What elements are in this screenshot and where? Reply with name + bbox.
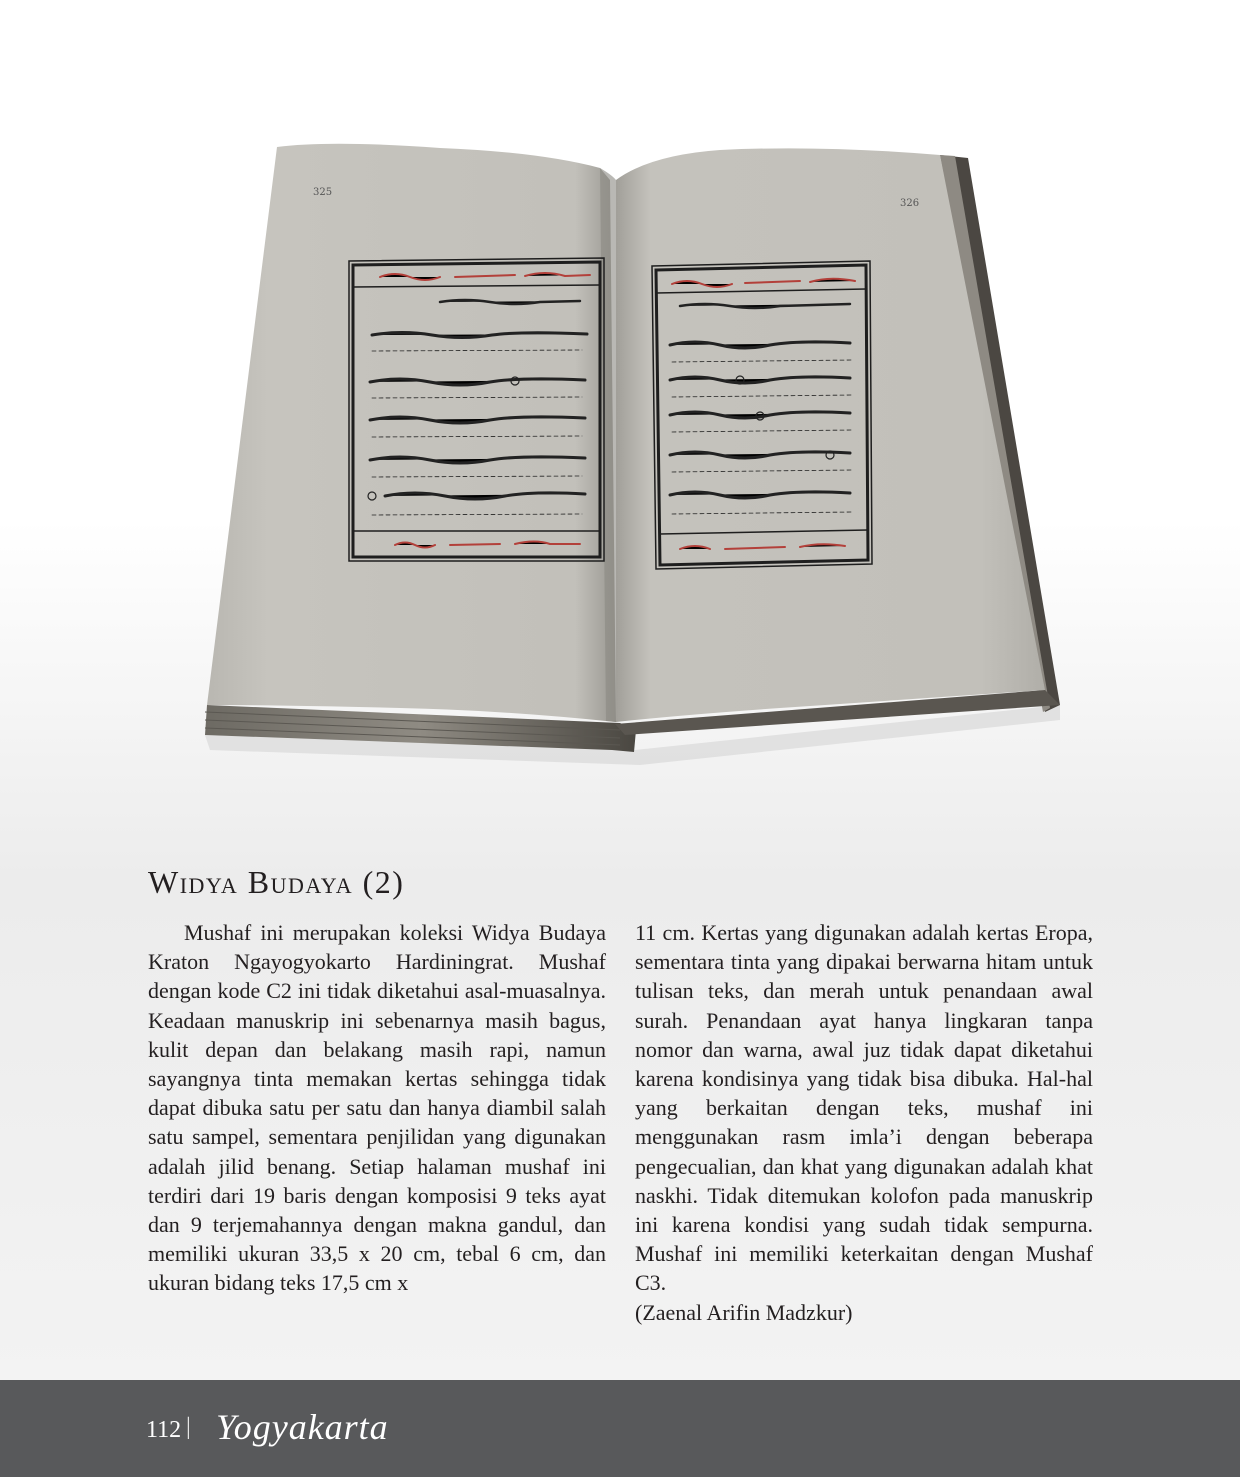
- text-column-right: [635, 918, 1093, 1327]
- right-page-number: 326: [900, 198, 920, 209]
- running-title: Yogyakarta: [216, 1407, 389, 1447]
- footer-separator: |: [186, 1414, 191, 1440]
- left-page-number: 325: [313, 187, 333, 198]
- text-column-left: [148, 918, 606, 1298]
- body-paragraph-left: Mushaf ini merupakan koleksi Widya Budaya Kraton Ngayogyokarto Hardiningrat. Mushaf dengan kode C2 ini tidak diketahui asal-muasalnya. Keadaan manuskrip ini sebenarnya masih bagus, kulit depan dan belakang masih rapi, namun sayangnya tinta memakan kertas sehingga tidak dapat dibuka satu per satu dan hanya diambil salah satu sampel, sementara penjilidan yang digunakan adalah jilid benang. Setiap halaman mushaf ini terdiri dari 19 baris dengan komposisi 9 teks ayat dan 9 terjemahannya dengan makna gandul, dan memiliki ukuran 33,5 x 20 cm, tebal 6 cm, dan ukuran bidang teks 17,5 cm x: [148, 920, 606, 1296]
- page-title: Widya Budaya (2): [148, 864, 405, 900]
- author-credit: (Zaenal Arifin Madzkur): [635, 1299, 853, 1325]
- body-paragraph-right: 11 cm. Kertas yang digunakan adalah kertas Eropa, sementara tinta yang dipakai berwarna hitam untuk tulisan teks, dan merah untuk penandaan awal surah. Penandaan ayat hanya lingkaran tanpa nomor dan warna, awal juz tidak dapat diketahui karena kondisinya yang tidak bisa dibuka. Hal-hal yang berkaitan dengan teks, mushaf ini menggunakan rasm imla’i dengan beberapa pengecualian, dan khat yang digunakan adalah khat naskhi. Tidak ditemukan kolofon pada manuskrip ini karena kondisi yang sudah tidak sempurna. Mushaf ini memiliki keterkaitan dengan Mushaf C3.: [635, 920, 1093, 1296]
- left-page: [207, 144, 616, 722]
- page-number: 112: [146, 1417, 182, 1443]
